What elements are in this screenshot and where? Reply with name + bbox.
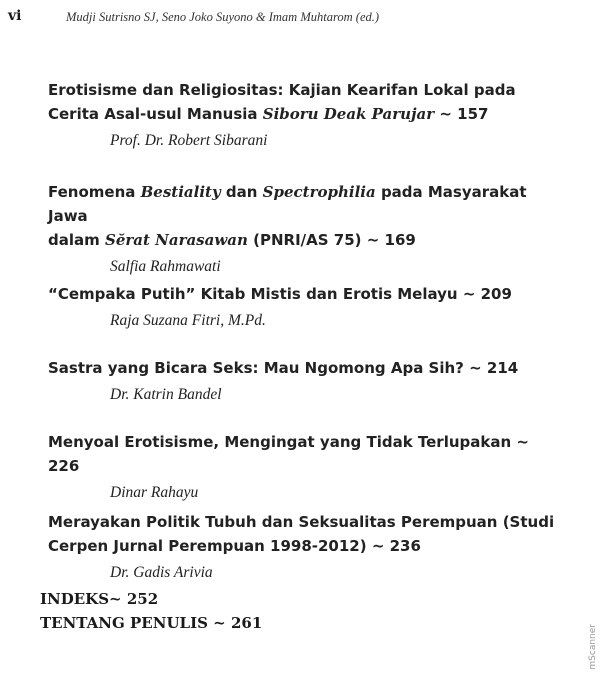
about-authors-entry: TENTANG PENULIS ~ 261: [40, 614, 263, 632]
running-header: Mudji Sutrisno SJ, Seno Joko Suyono & Imam Muhtarom (ed.): [66, 10, 380, 24]
toc-entry-2: [48, 180, 560, 278]
title-page-ref: ~ 157: [434, 105, 489, 123]
toc-entry-title: Sastra yang Bicara Seks: Mau Ngomong Apa Sih? ~ 214: [48, 359, 519, 377]
toc-title-line: Erotisisme dan Religiositas: Kajian Kearifan Lokal pada: [48, 81, 516, 99]
toc-entry-title: [48, 78, 560, 126]
title-italic-text: Siboru Deak Parujar: [262, 105, 435, 123]
toc-entry-3: [48, 282, 560, 332]
toc-entry-author: Prof. Dr. Robert Sibarani: [110, 132, 268, 149]
toc-entry-6: [48, 510, 560, 584]
title-text: Cerita Asal-usul Manusia: [48, 105, 263, 123]
toc-title-line: Cerpen Jurnal Perempuan 1998-2012) ~ 236: [48, 537, 421, 555]
page-header: [8, 8, 592, 30]
scanner-watermark: mScanner: [588, 624, 598, 670]
toc-title-line: [48, 102, 560, 126]
toc-entry-title: [48, 180, 560, 252]
toc-entry-5: [48, 430, 560, 504]
title-text: pada Masyarakat Jawa: [48, 183, 527, 225]
toc-entry-4: [48, 356, 560, 406]
toc-title-line: [48, 228, 560, 252]
toc-title-line: [48, 180, 560, 228]
toc-entry-title: [48, 510, 560, 558]
title-page-ref: (PNRI/AS 75) ~ 169: [247, 231, 416, 249]
title-italic-text: Bestiality: [140, 183, 221, 201]
title-text: dan: [220, 183, 263, 201]
toc-entry-author: Raja Suzana Fitri, M.Pd.: [110, 312, 266, 329]
title-italic-text: Sĕrat Narasawan: [104, 231, 248, 249]
toc-entry-author: Dr. Gadis Arivia: [110, 564, 213, 581]
toc-entry-title: “Cempaka Putih” Kitab Mistis dan Erotis Melayu ~ 209: [48, 285, 512, 303]
title-text: Fenomena: [48, 183, 141, 201]
toc-entry-author: Dr. Katrin Bandel: [110, 386, 222, 403]
toc-entry-author: Dinar Rahayu: [110, 484, 199, 501]
toc-entry-1: [48, 78, 560, 152]
title-italic-text: Spectrophilia: [262, 183, 376, 201]
page-number: vi: [8, 8, 22, 24]
toc-entry-author: Salfia Rahmawati: [110, 258, 221, 275]
index-entry: INDEKS~ 252: [40, 590, 159, 608]
toc-title-line: Merayakan Politik Tubuh dan Seksualitas Perempuan (Studi: [48, 513, 555, 531]
toc-entry-title: Menyoal Erotisisme, Mengingat yang Tidak Terlupakan ~ 226: [48, 433, 529, 475]
title-text: dalam: [48, 231, 105, 249]
